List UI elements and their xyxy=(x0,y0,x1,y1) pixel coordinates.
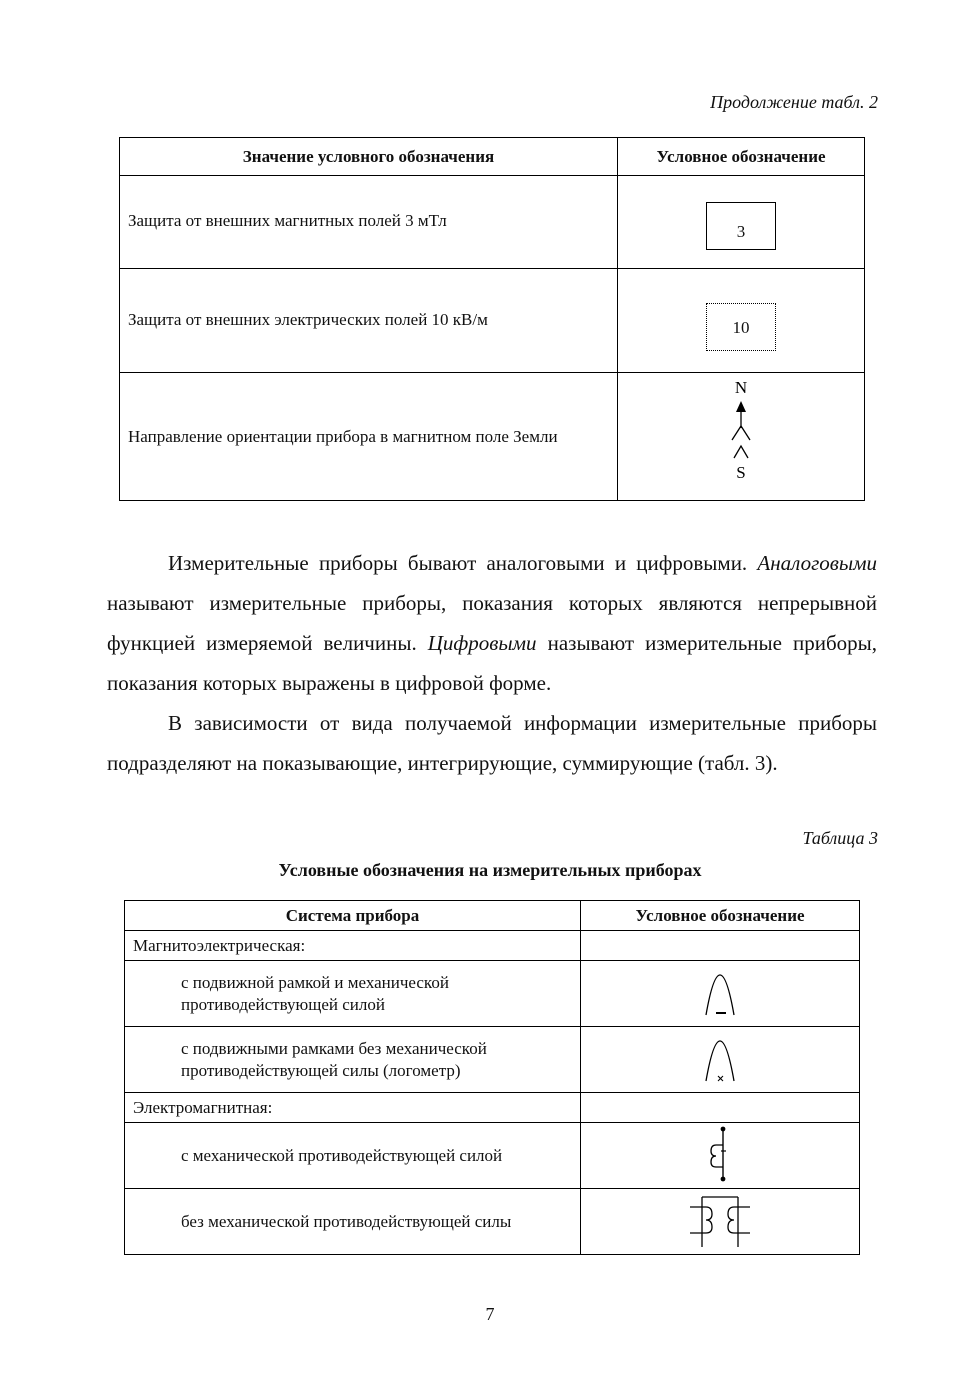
group-magnetoelectric: Магнитоэлектрическая: xyxy=(125,931,581,961)
term-analog: Аналоговыми xyxy=(757,551,877,575)
symbol-cell xyxy=(581,1189,860,1255)
row-label: с подвижной рамкой и механической противодействующей силой xyxy=(125,961,581,1027)
table-row xyxy=(125,1027,860,1093)
orientation-symbol-cell xyxy=(618,373,865,501)
row-label: без механической противодействующей силы xyxy=(125,1189,581,1255)
table-3-title: Условные обозначения на измерительных приборах xyxy=(278,860,702,880)
header-meaning: Значение условного обозначения xyxy=(120,138,618,176)
paragraph-2: В зависимости от вида получаемой информации измерительные приборы подразделяют на показывающие, интегрирующие, суммирующие (табл. 3). xyxy=(107,711,877,775)
header-symbol: Условное обозначение xyxy=(618,138,865,176)
symbol-cell xyxy=(581,1123,860,1189)
table-2-continued xyxy=(119,137,865,501)
page-number: 7 xyxy=(485,1304,495,1324)
body-text xyxy=(107,543,877,783)
empty-cell xyxy=(581,931,860,961)
electromagnetic-ratiometer-icon xyxy=(680,1189,760,1249)
group-electromagnetic: Электромагнитная: xyxy=(125,1093,581,1123)
row-label: с подвижными рамками без механической противодействующей силы (логометр) xyxy=(125,1027,581,1093)
table-row xyxy=(125,1123,860,1189)
group-row xyxy=(125,1093,860,1123)
compass-orientation-icon xyxy=(711,374,771,494)
table-row xyxy=(120,373,865,501)
table-3 xyxy=(124,900,860,1255)
table-row xyxy=(125,961,860,1027)
p1-text-c: называют измерительные приборы, показания которых выражены в цифровой форме. xyxy=(107,631,877,695)
symbol-cell xyxy=(581,1027,860,1093)
electric-protection-box: 10 xyxy=(706,303,776,351)
south-label: S xyxy=(736,463,746,482)
header-system: Система прибора xyxy=(125,901,581,931)
table-3-label: Таблица 3 xyxy=(802,828,878,848)
magnetic-field-symbol-cell xyxy=(618,176,865,269)
north-label: N xyxy=(734,378,748,397)
table-header-row xyxy=(125,901,860,931)
p1-text-b: называют измерительные приборы, показания которых являются непрерывной функцией измеряемой величины. xyxy=(107,591,877,655)
row-meaning: Защита от внешних электрических полей 10 кВ/м xyxy=(120,269,618,373)
row-meaning: Направление ориентации прибора в магнитном поле Земли xyxy=(120,373,618,501)
group-row xyxy=(125,931,860,961)
row-meaning: Защита от внешних магнитных полей 3 мТл xyxy=(120,176,618,269)
table-row xyxy=(120,176,865,269)
magnetic-protection-box: 3 xyxy=(706,202,776,250)
table-row xyxy=(120,269,865,373)
table-header-row xyxy=(120,138,865,176)
electromagnetic-icon xyxy=(690,1123,750,1183)
paragraph-1 xyxy=(107,543,877,703)
header-symbol: Условное обозначение xyxy=(581,901,860,931)
term-digital: Цифровыми xyxy=(427,631,537,655)
electric-field-symbol-cell xyxy=(618,269,865,373)
p1-text-a: Измерительные приборы бывают аналоговыми и цифровыми. xyxy=(168,551,758,575)
row-label: с механической противодействующей силой xyxy=(125,1123,581,1189)
moving-coil-icon xyxy=(690,961,750,1021)
continuation-label: Продолжение табл. 2 xyxy=(710,92,878,112)
empty-cell xyxy=(581,1093,860,1123)
symbol-cell xyxy=(581,961,860,1027)
logometer-icon xyxy=(690,1027,750,1087)
table-row xyxy=(125,1189,860,1255)
